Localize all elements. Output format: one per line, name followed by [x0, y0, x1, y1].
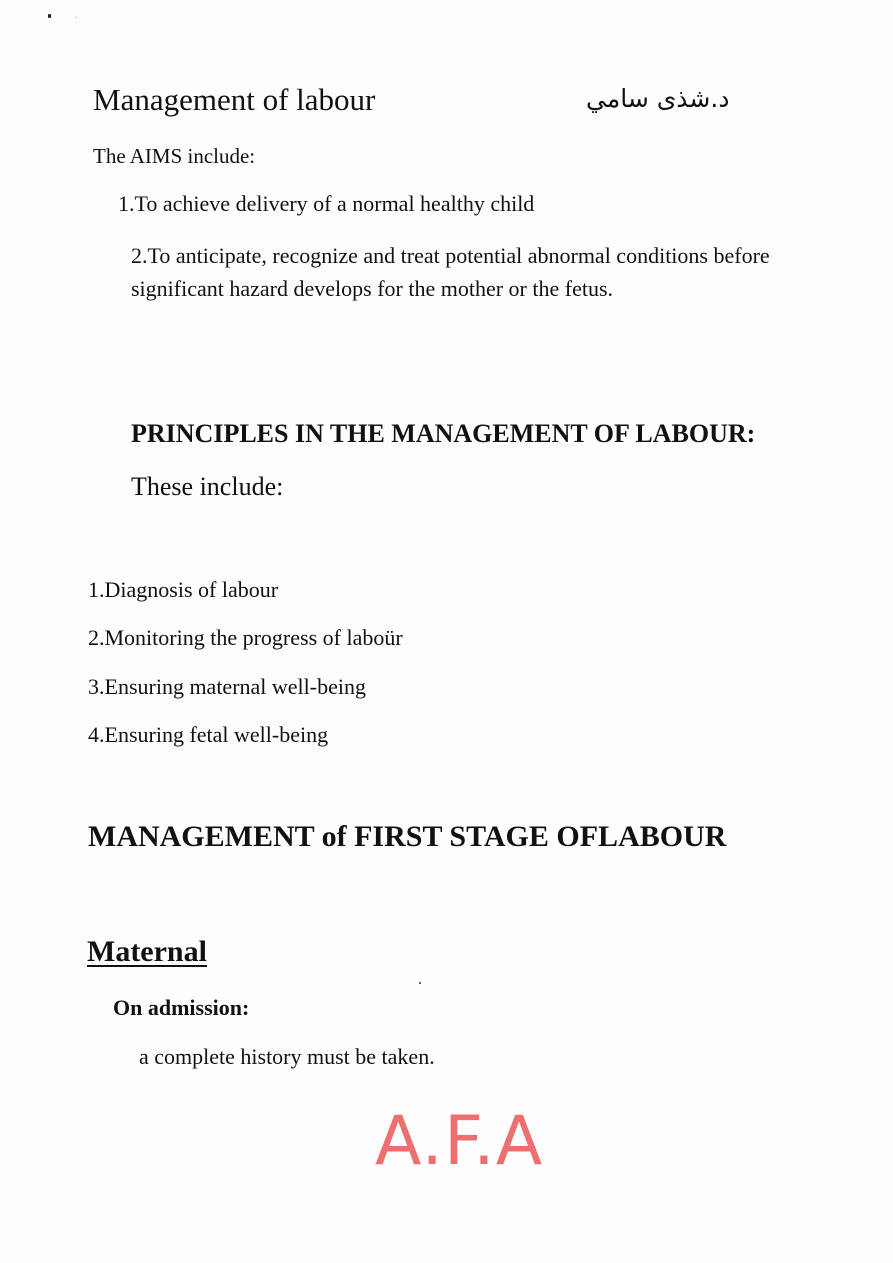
aims-intro: The AIMS include: — [93, 144, 256, 168]
page-title: Management of labour — [93, 82, 376, 117]
scan-speck — [419, 982, 421, 984]
first-stage-heading: MANAGEMENT of FIRST STAGE OFLABOUR — [88, 820, 727, 853]
maternal-heading: Maternal — [87, 935, 207, 968]
admission-heading: On admission: — [113, 995, 250, 1020]
principle-item: 4.Ensuring fetal well-being — [88, 722, 329, 747]
aim-item: 2.To anticipate, recognize and treat potential abnormal conditions before significant hazard develops for the mother or the fetus. — [131, 243, 770, 301]
principle-item: 3.Ensuring maternal well-being — [88, 674, 366, 699]
aim-item: 1.To achieve delivery of a normal healthy child — [118, 191, 535, 216]
principles-heading: PRINCIPLES IN THE MANAGEMENT OF LABOUR: — [131, 419, 756, 448]
admission-text: a complete history must be taken. — [139, 1044, 435, 1069]
watermark-stamp: A.F.A — [375, 1102, 544, 1181]
scan-speck — [48, 14, 51, 18]
principle-item: 2.Monitoring the progress of laboür — [88, 625, 403, 650]
principle-item: 1.Diagnosis of labour — [88, 577, 279, 602]
scan-speck — [76, 17, 77, 18]
author-name: د.شذى سامي — [586, 84, 730, 113]
principles-intro: These include: — [131, 472, 284, 501]
